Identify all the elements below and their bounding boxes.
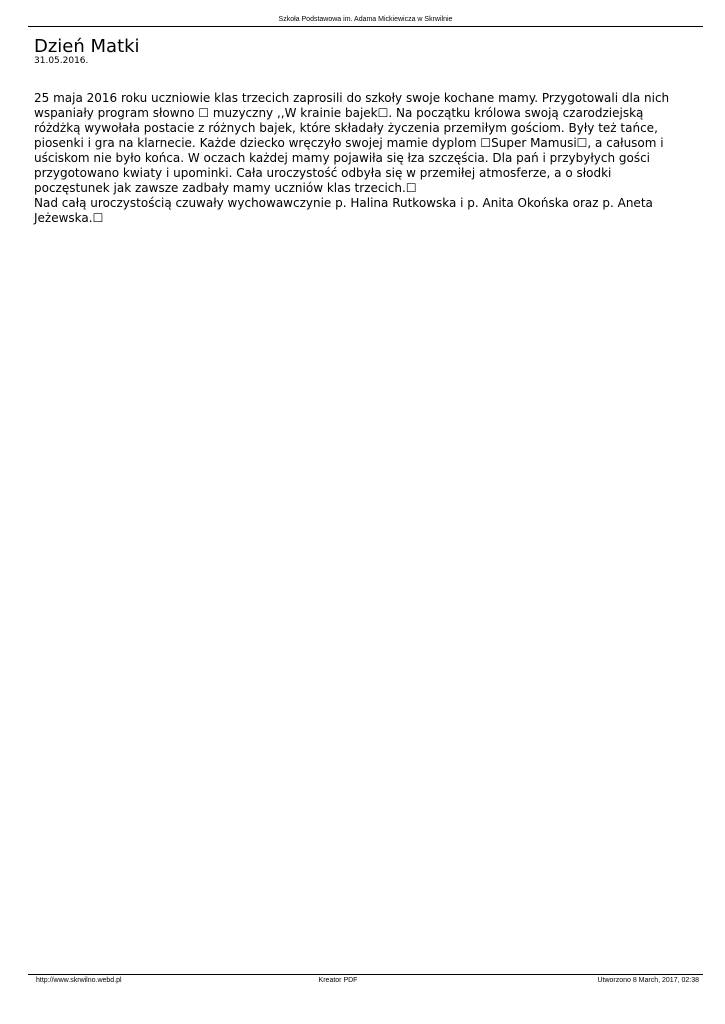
footer-created-date: Utworzono 8 March, 2017, 02:38 <box>597 977 699 984</box>
footer-generator: Kreator PDF <box>318 977 358 984</box>
footer-url[interactable]: http://www.skrwilno.webd.pl <box>36 977 122 984</box>
article-paragraph: 25 maja 2016 roku uczniowie klas trzecich zaprosili do szkoły swoje kochane mamy. Przygotowali dla nich wspaniały program słowno ☐ muzyczny ,,W krainie bajek☐. Na początku królowa swoją czarodziejską różdżką wywołała postacie z różnych bajek, które składały życzenia przemiłym gościom. Były też tańce, piosenki i gra na klarnecie. Każde dziecko wręczyło swojej mamie dyplom ☐Super Mamusi☐, a całusom i uściskom nie było końca. W oczach każdej mamy pojawiła się łza szczęścia. Dla pań i przybyłych gości przygotowano kwiaty i upominki. Cała uroczystość odbyła się w przemiłej atmosferze, a o słodki poczęstunek jak zawsze zadbały mamy uczniów klas trzecich.☐ <box>34 91 670 195</box>
page-header <box>28 16 703 27</box>
article-date: 31.05.2016. <box>34 56 89 66</box>
page-footer <box>28 974 703 989</box>
article-body <box>34 91 674 226</box>
school-name: Szkoła Podstawowa im. Adama Mickiewicza w Skrwilnie <box>278 16 453 23</box>
article-title: Dzień Matki <box>34 36 140 57</box>
article-paragraph: Nad całą uroczystością czuwały wychowawczynie p. Halina Rutkowska i p. Anita Okońska oraz p. Aneta Jeżewska.☐ <box>34 196 653 225</box>
